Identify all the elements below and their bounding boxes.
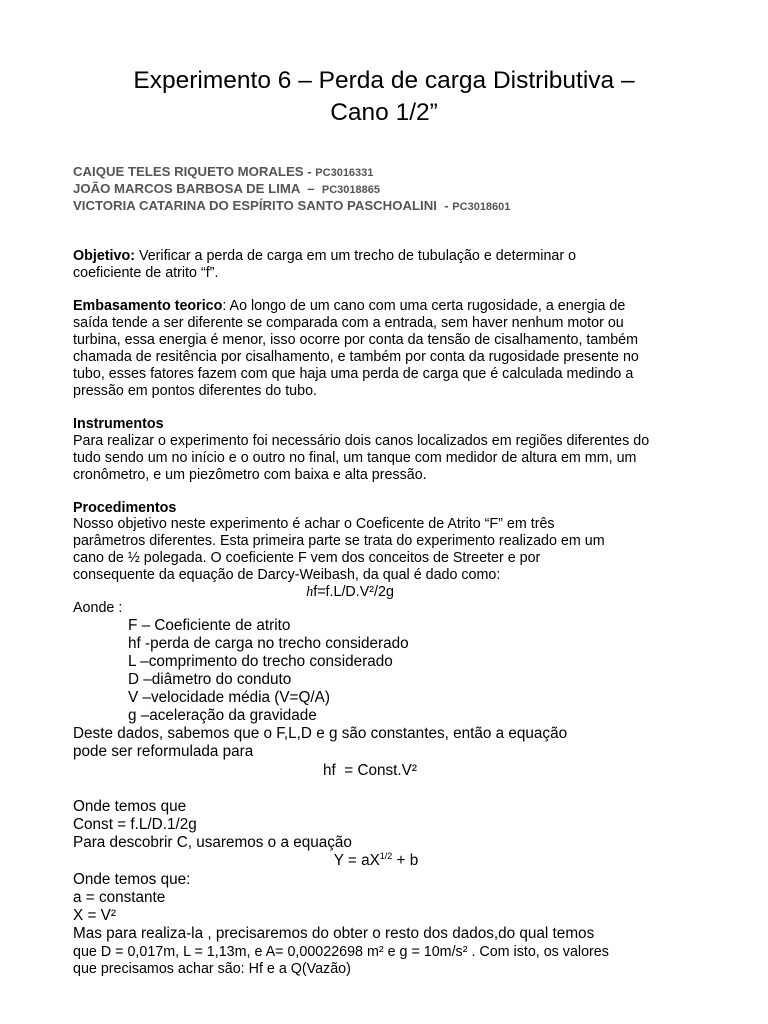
author-id: PC3018601 <box>452 201 511 213</box>
power-equation <box>0 852 760 870</box>
power-equation-left: Y = aX <box>333 852 380 869</box>
author-id: PC3016331 <box>315 167 374 179</box>
onde-temos-que: Onde temos que <box>73 798 187 815</box>
embasamento-line-6: pressão em pontos diferentes do tubo. <box>73 383 317 399</box>
document-title-line-2: Cano 1/2” <box>330 99 438 126</box>
equation-h-symbol: h <box>306 584 314 600</box>
descobrir-line: Para descobrir C, usaremos o a equação <box>73 834 352 851</box>
const-equation: hf = Const.V² <box>323 762 417 779</box>
procedimentos-line-1: Nosso objetivo neste experimento é achar o Coeficente de Atrito “F” em três <box>73 516 555 532</box>
mas-line-1: Mas para realiza-la , precisaremos do obter o resto dos dados,do qual temos <box>73 925 595 942</box>
objetivo-text: Verificar a perda de carga em um trecho de tubulação e determinar o <box>134 248 577 264</box>
procedimentos-line-2: parâmetros diferentes. Esta primeira parte se trata do experimento realizado em um <box>73 533 605 549</box>
procedimentos-line-4: consequente da equação de Darcy-Weibash, da qual é dado como: <box>73 567 501 583</box>
definition-v: V –velocidade média (V=Q/A) <box>128 689 330 706</box>
embasamento-label: Embasamento teorico <box>73 298 223 314</box>
author-separator: – <box>299 181 322 196</box>
author-id: PC3018865 <box>321 184 380 196</box>
embasamento-line-5: tubo, esses fatores fazem com que haja uma perda de carga que é calculada medindo a <box>73 366 634 382</box>
objetivo-line-2: coeficiente de atrito “f”. <box>73 265 219 281</box>
darcy-equation <box>0 584 734 601</box>
definition-hf: hf -perda de carga no trecho considerado <box>128 635 409 652</box>
instrumentos-heading: Instrumentos <box>73 416 164 432</box>
author-1 <box>73 164 373 181</box>
objetivo-label: Objetivo: <box>73 248 135 264</box>
power-equation-right: + b <box>392 852 419 869</box>
definition-l: L –comprimento do trecho considerado <box>128 653 393 670</box>
embasamento-line-3: turbina, essa energia é menor, isso ocorre por conta da tensão de cisalhamento, também <box>73 332 639 348</box>
mas-line-2: que D = 0,017m, L = 1,13m, e A= 0,00022698 m² e g = 10m/s² . Com isto, os valores <box>73 944 609 960</box>
procedimentos-heading: Procedimentos <box>73 500 177 516</box>
author-2 <box>73 181 380 198</box>
instrumentos-line-3: cronômetro, e um piezômetro com baixa e alta pressão. <box>73 467 427 483</box>
author-separator: - <box>436 198 453 213</box>
objetivo-line-1 <box>73 248 576 265</box>
mas-line-3: que precisamos achar são: Hf e a Q(Vazão) <box>73 961 351 977</box>
document-title-line-1: Experimento 6 – Perda de carga Distributiva – <box>133 67 635 94</box>
author-name: VICTORIA CATARINA DO ESPÍRITO SANTO PASCHOALINI <box>73 198 437 213</box>
instrumentos-line-1: Para realizar o experimento foi necessário dois canos localizados em regiões diferentes do <box>73 433 650 449</box>
aonde-label: Aonde : <box>73 600 123 616</box>
power-exponent: 1/2 <box>379 851 393 861</box>
definition-g: g –aceleração da gravidade <box>128 707 317 724</box>
author-3 <box>73 198 510 215</box>
author-name: CAIQUE TELES RIQUETO MORALES <box>73 164 304 179</box>
const-definition: Const = f.L/D.1/2g <box>73 816 197 833</box>
author-name: JOÃO MARCOS BARBOSA DE LIMA <box>73 181 300 196</box>
embasamento-text: : Ao longo de um cano com uma certa rugosidade, a energia de <box>222 298 626 314</box>
embasamento-line-2: saída tende a ser diferente se comparada com a entrada, sem haver nenhum motor ou <box>73 315 624 331</box>
embasamento-line-1 <box>73 298 625 315</box>
instrumentos-line-2: tudo sendo um no início e o outro no final, um tanque com medidor de altura em mm, um <box>73 450 637 466</box>
x-equals-v2: X = V² <box>73 907 116 924</box>
embasamento-line-4: chamada de resitência por cisalhamento, e também por conta da rugosidade presente no <box>73 349 639 365</box>
equation-body: f=f.L/D.V²/2g <box>313 584 394 600</box>
author-separator: - <box>303 164 316 179</box>
deste-line-1: Deste dados, sabemos que o F,L,D e g são constantes, então a equação <box>73 725 568 742</box>
deste-line-2: pode ser reformulada para <box>73 743 254 760</box>
definition-d: D –diâmetro do conduto <box>128 671 292 688</box>
procedimentos-line-3: cano de ½ polegada. O coeficiente F vem dos conceitos de Streeter e por <box>73 550 541 566</box>
definition-f: F – Coeficiente de atrito <box>128 617 291 634</box>
a-constante: a = constante <box>73 889 166 906</box>
onde-temos-que-2: Onde temos que: <box>73 871 191 888</box>
